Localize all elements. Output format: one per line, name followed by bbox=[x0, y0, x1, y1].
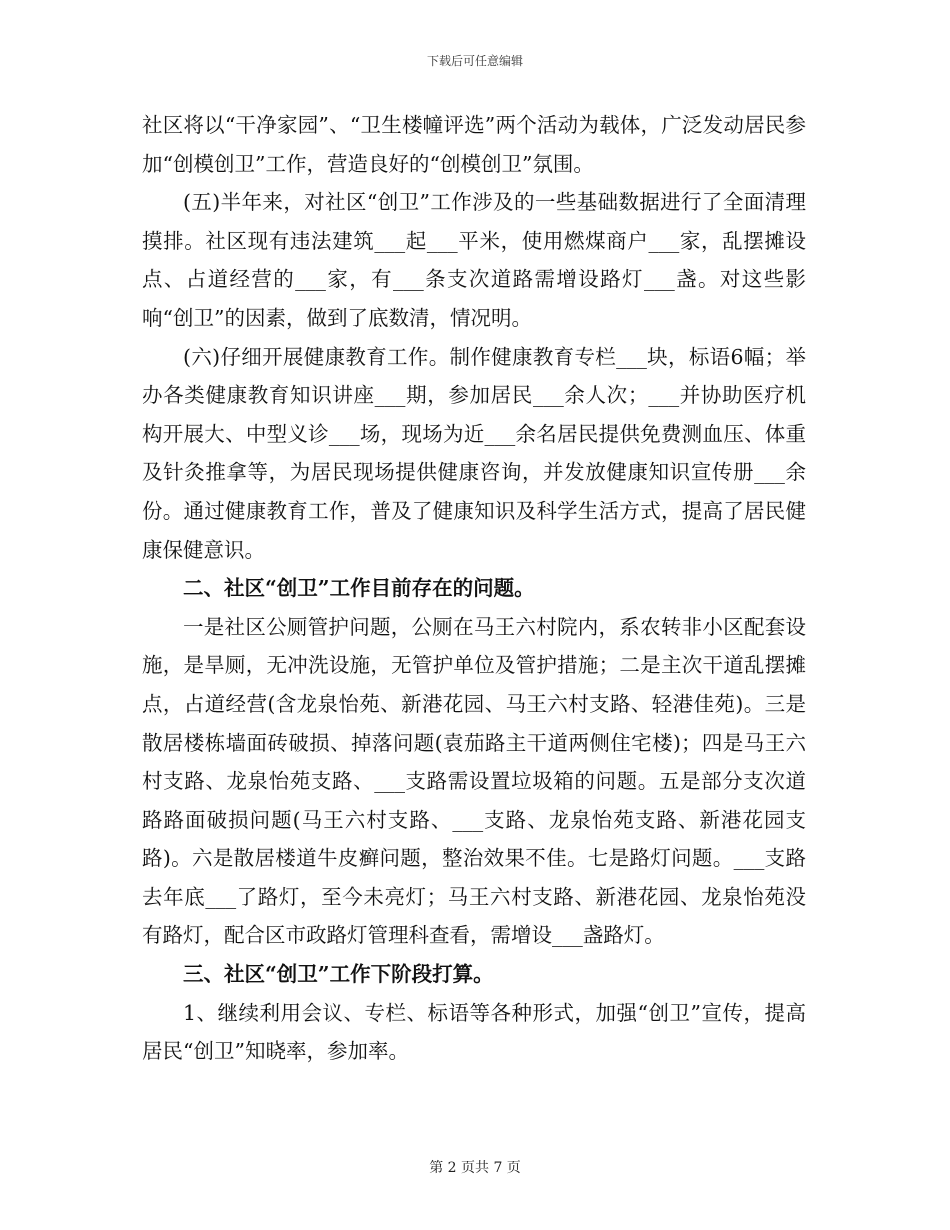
heading-problems: 二、社区“创卫”工作目前存在的问题。 bbox=[183, 576, 535, 601]
paragraph-plan-1: 1、继续利用会议、专栏、标语等各种形式，加强“创卫”宣传，提高居民“创卫”知晓率，参加率。 bbox=[142, 1000, 806, 1064]
page-header: 下载后可任意编辑 bbox=[426, 54, 523, 68]
page-footer: 第 2 页共 7 页 bbox=[429, 1160, 521, 1176]
document-body bbox=[142, 106, 806, 1071]
paragraph-problems: 一是社区公厕管护问题，公厕在马王六村院内，系农转非小区配套设施，是旱厕，无冲洗设施，无管护单位及管护措施；二是主次干道乱摆摊点，占道经营(含龙泉怡苑、新港花园、马王六村支路、轻港佳苑)。三是散居楼栋墙面砖破损、掉落问题(袁茄路主干道两侧住宅楼)；四是马王六村支路、龙泉怡苑支路、___支路需设置垃圾箱的问题。五是部分支次道路路面破损问题(马王六村支路、___支路、龙泉怡苑支路、新港花园支路)。六是散居楼道牛皮癣问题，整治效果不佳。七是路灯问题。___支路去年底___了路灯，至今未亮灯；马王六村支路、新港花园、龙泉怡苑没有路灯，配合区市政路灯管理科查看，需增设___盏路灯。 bbox=[142, 614, 806, 948]
paragraph-section-6: (六)仔细开展健康教育工作。制作健康教育专栏___块，标语6幅；举办各类健康教育知识讲座___期，参加居民___余人次；___并协助医疗机构开展大、中型义诊___场，现场为近___余名居民提供免费测血压、体重及针灸推拿等，为居民现场提供健康咨询，并发放健康知识宣传册___余份。通过健康教育工作，普及了健康知识及科学生活方式，提高了居民健康保健意识。 bbox=[142, 344, 806, 562]
heading-next-plans: 三、社区“创卫”工作下阶段打算。 bbox=[183, 962, 494, 987]
paragraph-continuation: 社区将以“干净家园”、“卫生楼幢评选”两个活动为载体，广泛发动居民参加“创模创卫”工作，营造良好的“创模创卫”氛围。 bbox=[142, 113, 806, 176]
paragraph-section-5: (五)半年来，对社区“创卫”工作涉及的一些基础数据进行了全面清理摸排。社区现有违法建筑___起___平米，使用燃煤商户___家，乱摆摊设点、占道经营的___家，有___条支次道路需增设路灯___盏。对这些影响“创卫”的因素，做到了底数清，情况明。 bbox=[142, 190, 806, 330]
